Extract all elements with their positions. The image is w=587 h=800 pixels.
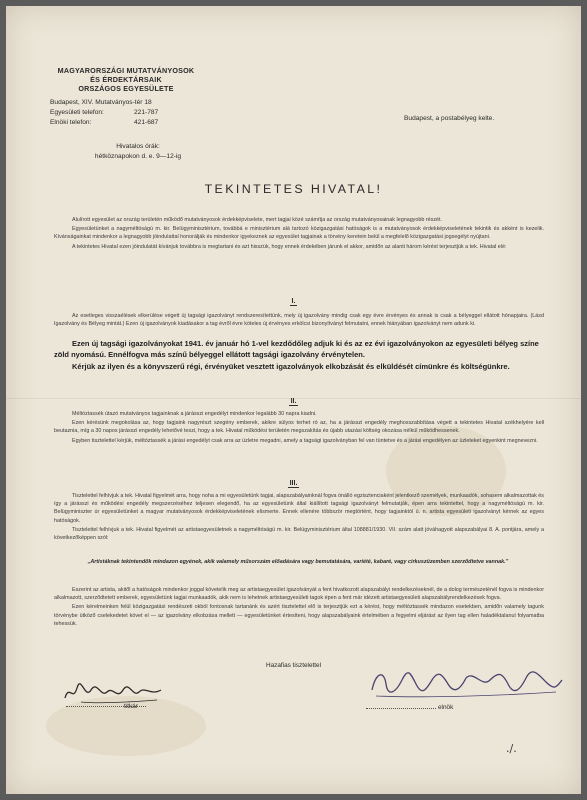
section-1-bold xyxy=(54,338,544,372)
office-hours-title: Hivatalos órák: xyxy=(116,143,160,150)
bold-paragraph: Ezen új tagsági igazolványokat 1941. év január hó 1-vel kezdődőleg adjuk ki és az ez évi igazolványokon az egyesületi bélyeg színe zöld nyomású. Ennélfogva más színű bélyeggel ellátott tagsági igazolvány érvénytelen. xyxy=(54,339,539,360)
bold-paragraph: Kérjük az ilyen és a könyvszerű régi, érvényüket vesztett igazolványok elkobzását és elküldését címünkre és költségünkre. xyxy=(72,361,510,371)
president-phone-number: 421-687 xyxy=(134,119,159,126)
place-date: Budapest, a postabélyeg kelte. xyxy=(404,115,495,122)
president-title: elnök xyxy=(438,704,454,711)
secretary-signature xyxy=(61,678,171,708)
paragraph: Tisztelettel felhívjuk a tek. Hivatal figyelmét az artistaegyesületnek a nagyméltóságú m. kir. Belügyminisztérium által 108881/1930. VII. szám alatt jóváhagyott alapszabályai 8. A. pontjára, amely a következőképpen szól: xyxy=(54,526,544,542)
intro-paragraphs xyxy=(54,216,544,252)
phone-number: 221-787 xyxy=(134,109,159,116)
document-sheet xyxy=(6,6,581,794)
paragraph: Alulírott egyesület az ország területén működő mutatványosok érdekképviselete, mert tagjai közé számítja az ország mutatványosainak legnagyobb részét. xyxy=(72,217,443,223)
contact-block xyxy=(50,98,220,128)
paragraph: Méltóztassék útazó mutatványos tagjainknak a járásszi engedélyt mindenkor legalább 30 napra kiadni. xyxy=(72,411,317,417)
section-2-text xyxy=(54,410,544,446)
secretary-title: titkár xyxy=(124,703,138,710)
organization-name xyxy=(28,66,224,93)
section-numeral: III. xyxy=(289,480,298,487)
paragraph: Egyben tisztelettel kérjük, méltóztassék a járási engedélyt csak arra az üzletre megadni, amely a tagsági igazolványban fel van tüntetve és a járási engedélyen az üzleteket egyenkint megnevezni. xyxy=(72,437,538,444)
address: Budapest, XIV. Mutatványos-tér 18 xyxy=(50,99,152,106)
section-3-text xyxy=(54,492,544,543)
president-signature xyxy=(366,662,566,702)
section-numeral: I. xyxy=(291,298,296,305)
paragraph: Tisztelettel felhívjuk a tek. Hivatal figyelmét arra, hogy noha a mi egyesületünk tagjai, alapszabályainknál fogva önálló egzisztenciaként jelentkező személyek, munkaadók, sohasem alkalmazottak és így a járásszi és működési engedély megszerzéséhez teljesen elegendő, ha az egyesületünk által kiállított tagsági igazolványt felmutatják, épen arra tekintettel, hogy a nagyméltóságú m. kir. Belügyminiszter úr egyesületünket a magyar mutatványosok érdekképviseletének elismerte. Ennek ellenére többször megtörtént, hogy tagjainktól ú. n. artista egyesületi igazolványt kérnek az egyes hatóságok. xyxy=(54,493,544,524)
president-phone-row xyxy=(50,118,220,128)
paragraph: Eszerint az artista, akitől a hatóságok mindenkor joggal követelik meg az artistaegyesület igazolványát a fent hivatkozott alapszabályi rendelkezéseknél, de a dolog természeténél fogva is mindenkor alkalmazott, szerződtetett emberek, egyesületünk tagjai munkaadók, akik nem is lehetnek artistaegyesületi tagok épen a fent már idézett artistaegyesületi alapszabályrendelkezések fogva. xyxy=(54,587,544,602)
office-hours-value: hétköznapokon d. e. 9—12-ig xyxy=(94,152,182,160)
phone-row xyxy=(50,108,220,118)
office-hours xyxy=(46,142,230,161)
section-1-text xyxy=(54,312,544,329)
president-signature-line xyxy=(366,708,436,709)
paragraph: Ezen kérelmeinken felül közigazgatási rendészeti okból fontosnak tartanánk és azért tisztelettel elő is terjesztjük ezt a kérést, hogy méltóztassék mindazon esetekben, amidőn valamely tagunk törvénybe ütköző cselekedetet követ el — az igazolvány elkobzása mellett — egyesületünket értesíteni, hogy alapszabályaink értelmében a fegyelmi eljárást az ilyen tag ellen haladéktalanul folyamatba tehessük. xyxy=(54,604,544,627)
org-line: MAGYARORSZÁGI MUTATVÁNYOSOK xyxy=(57,66,195,75)
president-phone-label: Elnöki telefon: xyxy=(50,119,92,126)
closing-phrase: Hazafias tisztelettel xyxy=(265,662,322,669)
letter-title: TEKINTETES HIVATAL! xyxy=(204,182,383,196)
page-mark: ./. xyxy=(506,742,517,755)
org-line: ORSZÁGOS EGYESÜLETE xyxy=(78,84,174,93)
quote-block: „Artistáknak tekintendők mindazon egyének, akik valamely műsorszám előadására vagy bemutatására, variété, kabaré, vagy cirkuszüzemben szerződtetve vannak.” xyxy=(87,559,509,565)
section-numeral: II. xyxy=(290,398,297,405)
paragraph: Ezen kérésünk megokolása az, hogy tagjaink nagyrészt szegény emberek, akikre súlyos terhet ró az, ha a járásszi engedély meghosszabbítása végett a tekintetes Hivatal székhelyére kell beutaznia, míg a 30 napos járásszi engedély lehetővé teszi, hogy a tek. Hivatal működési területén megszakítás és újabb utazási költség okozása nélkül működhessenek. xyxy=(54,420,544,435)
org-line: ÉS ÉRDEKTÁRSAIK xyxy=(90,75,162,84)
paragraph: Az esetleges visszaélések elkerülése végett új tagsági igazolványt rendszeresítettünk, mely új igazolvány mindig csak egy évre érvényes és annak is csak a bélyeggel ellátott hónapjaira. (Lásd Igazolvány és Bélyeg mintát.) Ezen új igazolványok kiadásakor a tag évről évre köteles új érvényes erkölcsi bizonyítványt felmutatni, ennek hiányában igazolványt nem adunk ki. xyxy=(54,313,544,328)
paragraph: Egyesületünket a nagyméltóságú m. kir. Belügyminisztérium, továbbá e minisztérium alá tartozó közigazgatási hatóságok is a mutatványosok érdekképviseletének tekintik és akként is kezelik. Kívánságainkat mindenkor a legnagyobb jóindulattal honorálják és mindenkor igyekeznek az egyesület tagjainak a törvény keretein belül a megfelelő közigazgatási jogsegélyt nyújtani. xyxy=(54,226,544,241)
phone-label: Egyesületi telefon: xyxy=(50,109,104,116)
paragraph: A tekintetes Hivatal ezen jóindulatát kívánjuk továbbra is megtartani és azt hisszük, hogy ennek érdekében járunk el akkor, amidőn az alanti három kérést terjesztjük a tek. Hivatal elé: xyxy=(72,243,507,250)
section-3-continued xyxy=(54,586,544,629)
